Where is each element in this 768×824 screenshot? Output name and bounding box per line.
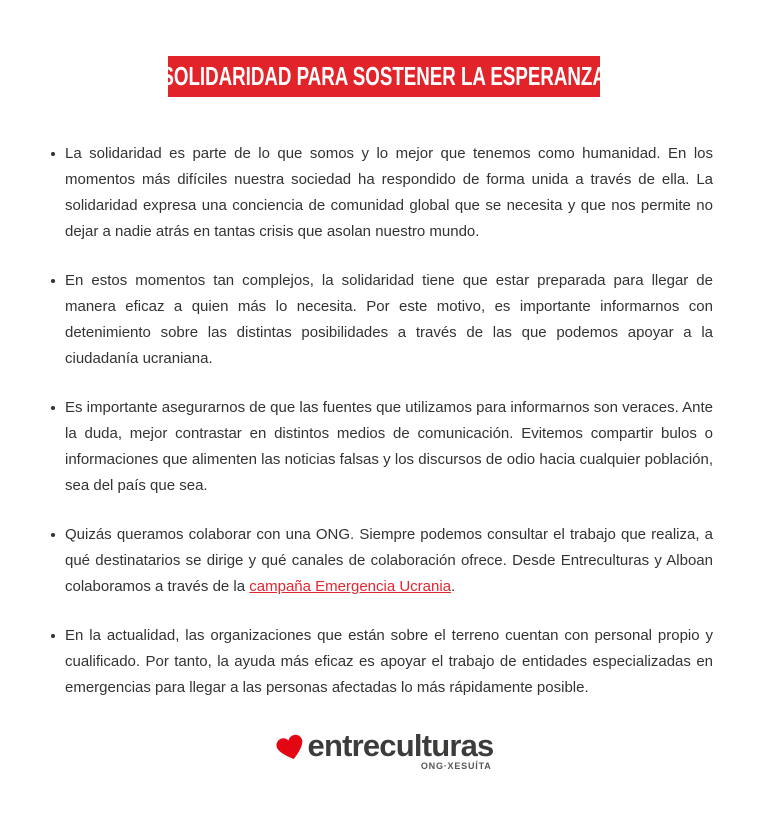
bullet-text: La solidaridad es parte de lo que somos y lo mejor que tenemos como humanidad. En los momentos más difíciles nuestra sociedad ha respondido de forma unida a través de ella. La solidaridad expresa una conciencia de comunidad global que se necesita y que nos permite no dejar a nadie atrás en tantas crisis que asolan nuestro mundo. <box>65 145 713 240</box>
bullet-list <box>65 141 713 701</box>
bullet-item <box>65 623 713 701</box>
bullet-text-pre: Quizás queramos colaborar con una ONG. Siempre podemos consultar el trabajo que realiza, a qué destinatarios se dirige y qué canales de colaboración ofrece. Desde Entreculturas y Alboan colaboramos a través de la <box>65 526 713 595</box>
bullet-item <box>65 522 713 600</box>
bullet-text: En estos momentos tan complejos, la solidaridad tiene que estar preparada para llegar de manera eficaz a quien más lo necesita. Por este motivo, es importante informarnos con detenimiento sobre las distintas posibilidades a través de las que podemos apoyar a la ciudadanía ucraniana. <box>65 272 713 367</box>
title-banner <box>161 56 607 97</box>
logo-subtext: ONG·XESUÍTA <box>420 761 492 771</box>
heart-icon <box>271 730 310 768</box>
page-title: SOLIDARIDAD PARA SOSTENER LA ESPERANZA <box>161 61 607 91</box>
logo-wordmark-wrap <box>308 730 494 771</box>
bullet-item <box>65 395 713 499</box>
entreculturas-logo <box>0 730 768 771</box>
bullet-item <box>65 141 713 245</box>
bullet-text: En la actualidad, las organizaciones que están sobre el terreno cuentan con personal propio y cualificado. Por tanto, la ayuda más eficaz es apoyar el trabajo de entidades especializadas en emergencias para llegar a las personas afectadas lo más rápidamente posible. <box>65 627 713 696</box>
logo-wordmark: entreculturas <box>307 728 494 763</box>
bullet-text-post: . <box>451 578 456 595</box>
bullet-item <box>65 268 713 372</box>
emergency-campaign-link[interactable]: campaña Emergencia Ucrania <box>249 578 452 595</box>
bullet-text: Es importante asegurarnos de que las fuentes que utilizamos para informarnos son veraces. Ante la duda, mejor contrastar en distintos medios de comunicación. Evitemos compartir bulos o informaciones que alimenten las noticias falsas y los discursos de odio hacia cualquier población, sea del país que sea. <box>65 399 713 494</box>
